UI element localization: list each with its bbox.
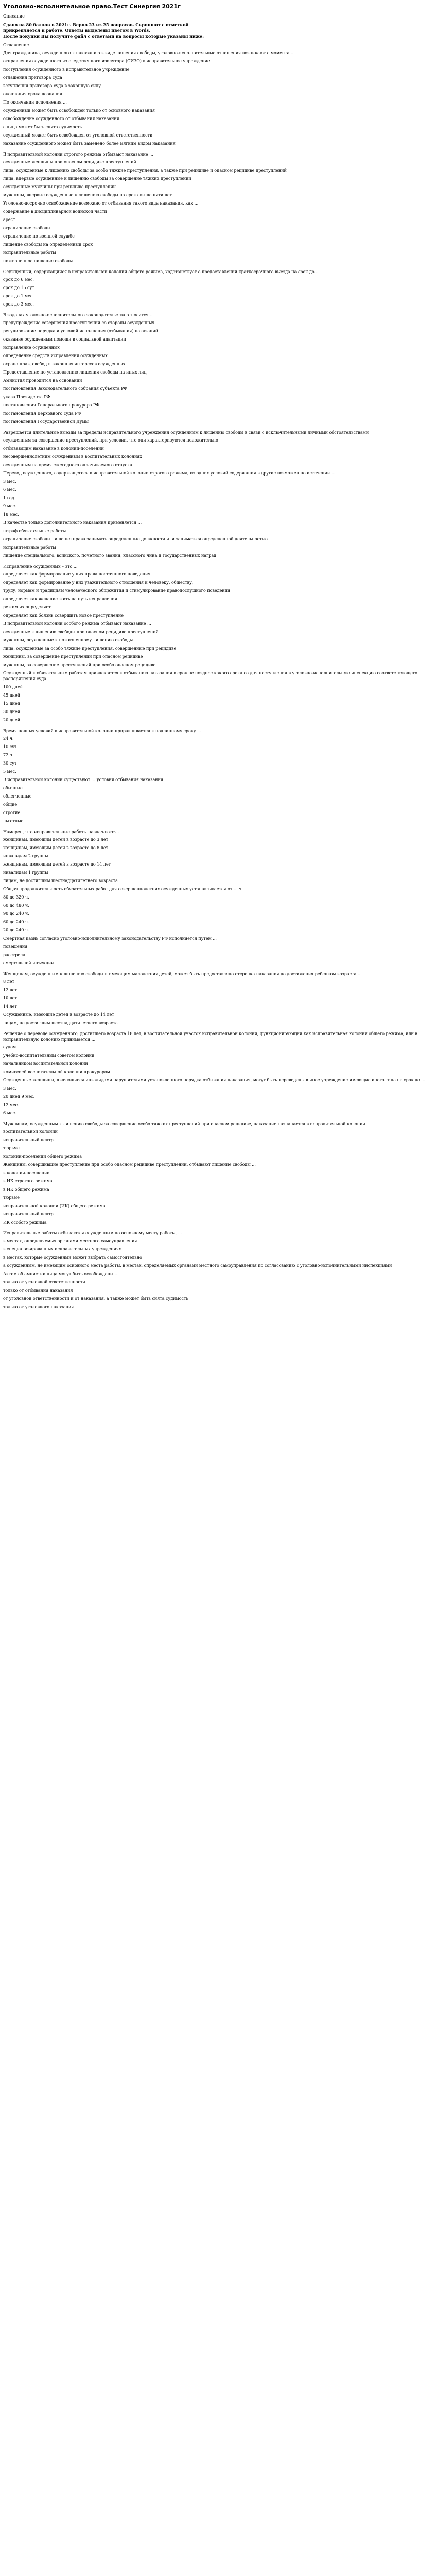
answer-option: труду, нормам и традициям человеческого общежития и стимулирование правопослушного поведения <box>3 588 231 593</box>
answer-option: 6 мес. <box>3 1111 16 1115</box>
question-text: Намерен, что исправительные работы назначаются ... <box>3 829 123 834</box>
question-text: Решение о переводе осужденного, достигшего возраста 18 лет, в воспитательной участок исправительной колонии, функционирующий как исправительная колония общего режима, или в исправительную колонию принимается ... <box>3 1031 417 1042</box>
answer-option: колонии-поселении общего режима <box>3 1154 82 1159</box>
answer-option: 45 дней <box>3 693 21 698</box>
answer-option: осужденные мужчины при рецидиве преступлений <box>3 184 116 189</box>
answer-option: 3 мес. <box>3 479 16 484</box>
answer-option: строгие <box>3 810 21 815</box>
answer-option: смертельной инъекции <box>3 961 54 965</box>
answer-option: судом <box>3 1045 16 1049</box>
answer-option: исправительные работы <box>3 250 56 255</box>
answer-option: определяет как боязнь совершить новое преступление <box>3 613 124 618</box>
answer-option: 80 до 320 ч. <box>3 895 29 900</box>
question-block <box>3 151 433 264</box>
page-title: Уголовно-исполнительное право.Тест Синергия 2021г <box>3 3 181 10</box>
answer-option: 15 дней <box>3 701 21 706</box>
answer-option: В исправительной колонии особого режима отбывают наказание ... <box>3 621 151 626</box>
answer-option: вступления приговора суда в законную силу <box>3 83 101 88</box>
question-text: Осужденный, содержащийся в исправительной колонии общего режима, ходатайствует о предоставлении краткосрочного выезда на срок до ... <box>3 269 320 274</box>
answer-option: лица, впервые осужденные к лишению свободы за совершение тяжких преступлений <box>3 176 191 181</box>
answer-option: тюрьме <box>3 1146 20 1150</box>
answer-option: женщинам, имеющим детей в возрасте до 8 лет <box>3 845 109 850</box>
answer-option: 20 до 240 ч. <box>3 928 29 933</box>
answer-option: определение средств исправления осужденных <box>3 353 108 358</box>
question-text: Женщинам, осужденным к лишению свободы и имеющим малолетних детей, может быть предоставлено отсрочка наказания до достижения ребенком возраста ... <box>3 972 362 976</box>
answer-list <box>3 320 433 425</box>
answer-option: постановления Генерального прокурора РФ <box>3 403 100 408</box>
answer-option: в специализированных исправительных учреждениях <box>3 1247 121 1251</box>
answer-option: в колонии-поселении <box>3 1171 50 1175</box>
question-block <box>3 312 433 425</box>
answer-option: Уголовно-досрочно освобождение возможно от отбывания такого вида наказания, как ... <box>3 201 199 206</box>
answer-option: Актом об амнистии лица могут быть освобождены ... <box>3 1272 119 1276</box>
answer-option: освобождение осужденного от отбывания наказания <box>3 116 119 121</box>
question-text: В задачах уголовно-исполнительного законодательства относится ... <box>3 313 154 317</box>
answer-option: Предоставление по установлению лишения свободы на иных лиц <box>3 370 147 375</box>
answer-list <box>3 437 433 558</box>
answer-option: режим их определяет <box>3 605 51 609</box>
answer-option: начальником воспитательной колонии <box>3 1061 88 1066</box>
answer-list <box>3 979 433 1026</box>
answer-option: в ИК общего режима <box>3 1187 49 1192</box>
answer-option: указа Президента РФ <box>3 395 50 399</box>
answer-option: Осужденные женщины, являющиеся инвалидами нарушителями установленного порядка отбывания наказания, могут быть переведены в иное учреждение имеющие иного типа на срок до ... <box>3 1078 426 1082</box>
answer-option: только от уголовной ответственности <box>3 1280 85 1284</box>
section-label: Описание <box>3 14 25 19</box>
answer-option: тюрьме <box>3 1195 20 1200</box>
answer-option: арест <box>3 217 15 222</box>
answer-option: срок до 1 мес. <box>3 294 34 298</box>
answer-option: исправительной колонии (ИК) общего режима <box>3 1204 106 1208</box>
answer-option: осужденные женщины при опасном рецидиве преступлений <box>3 160 136 164</box>
intro-line: прикрепляется к работе. Ответы выделены цветом в Words. <box>3 28 150 33</box>
answer-option: лицам, не достигшим шестнадцатилетнего возраста <box>3 1021 118 1025</box>
answer-option: расстрела <box>3 953 25 957</box>
question-text: В исправительной колонии строгого режима отбывают наказание ... <box>3 152 153 157</box>
answer-option: ограничение свободы лишение права занимать определенные должности или заниматься определенной деятельностью <box>3 537 268 541</box>
answer-option: мужчины, осужденные к пожизненному лишению свободы <box>3 638 133 642</box>
answer-option: комиссией воспитательной колонии прокурором <box>3 1070 110 1074</box>
answer-option: облегченные <box>3 794 32 799</box>
answer-option: учебно-воспитательным советом колонии <box>3 1053 95 1058</box>
answer-option: ограничение свободы <box>3 226 51 230</box>
answer-option: 100 дней <box>3 685 23 689</box>
answer-option: содержание в дисциплинарной воинской части <box>3 209 107 214</box>
answer-option: женщинам, имеющим детей в возрасте до 3 лет <box>3 837 109 842</box>
questions-list <box>3 42 433 1310</box>
question-text: Мужчинам, осужденным к лишению свободы за совершение особо тяжких преступлений при опасном рецидиве, наказание назначается в исправительной колонии <box>3 1122 365 1126</box>
answer-option: в местах, которые осужденный может выбрать самостоятельно <box>3 1255 142 1260</box>
intro-line: После покупки Вы получите файл с ответами на вопросы которые указаны ниже: <box>3 33 204 39</box>
answer-option: только от уголовного наказания <box>3 1304 74 1309</box>
answer-option: Перевод осужденного, содержащегося в исправительной колонии строгого режима, из одних условий содержания в другие возможен по истечении ... <box>3 471 336 476</box>
answer-list <box>3 571 433 723</box>
answer-list <box>3 736 433 824</box>
answer-option: оказание осужденным помощи в социальной адаптации <box>3 337 126 342</box>
answer-option: 20 дней 9 мес. <box>3 1094 35 1099</box>
answer-option: 60 до 480 ч. <box>3 903 29 908</box>
answer-option: 12 мес. <box>3 1103 19 1107</box>
answer-option: предупреждение совершения преступлений со стороны осужденных <box>3 320 154 325</box>
answer-option: 1 год <box>3 496 14 500</box>
answer-option: инвалидам 2 группы <box>3 854 48 858</box>
answer-option: Для гражданина, осужденного к наказанию в виде лишения свободы, уголовно-исполнительные отношения возникают с момента ... <box>3 50 295 55</box>
answer-option: Общая продолжительность обязательных работ для совершеннолетних осужденных устанавливается от ... ч. <box>3 887 243 891</box>
answer-option: только от отбывания наказания <box>3 1288 73 1293</box>
answer-option: общие <box>3 802 18 807</box>
question-block <box>3 564 433 723</box>
answer-option: осужденный может быть освобожден от уголовной ответственности <box>3 133 153 138</box>
answer-option: женщины, за совершение преступлений при опасном рецидиве <box>3 654 143 659</box>
answer-option: пожизненное лишение свободы <box>3 259 73 263</box>
question-block <box>3 269 433 307</box>
answer-option: 72 ч. <box>3 753 14 757</box>
answer-option: обычные <box>3 786 23 790</box>
answer-option: срок до 6 мес. <box>3 277 34 282</box>
answer-option: Осужденный к обязательным работам привлекается к отбыванию наказания в срок не позднее какого срока со дня поступления в уголовно-исполнительную инспекцию соответствующего распоряжения суда <box>3 671 417 681</box>
answer-option: наказание осужденного может быть заменено более мягким видом наказания <box>3 141 176 146</box>
answer-option: а осужденным, не имеющим основного места работы, в местах, определяемых органами местного самоуправления по согласованию с уголовно-исполнительными инспекциями <box>3 1263 392 1268</box>
question-block <box>3 1230 433 1310</box>
answer-option: осужденным на время ежегодного оплачиваемого отпуска <box>3 463 132 467</box>
question-text: Оглавление <box>3 43 29 47</box>
answer-list <box>3 1044 433 1116</box>
answer-option: осужденный может быть освобожден только от основного наказания <box>3 108 155 113</box>
answer-option: 30 сут <box>3 761 17 766</box>
question-block <box>3 829 433 966</box>
answer-option: В исправительной колонии существуют ... условия отбывания наказания <box>3 777 163 782</box>
answer-option: несовершеннолетним осужденным в воспитательных колониях <box>3 454 142 459</box>
answer-option: лица, осужденные к лишению свободы за особо тяжкие преступления, а также при рецидиве и опасном рецидиве преступлений <box>3 168 287 173</box>
answer-option: осужденным за совершение преступлений, при условии, что они характеризуются положительно <box>3 438 218 443</box>
answer-option: В качестве только дополнительного наказания применяется ... <box>3 520 142 525</box>
answer-option: лишение специального, воинского, почетного звания, классного чина и государственных наград <box>3 553 217 558</box>
answer-option: 10 лет <box>3 996 17 1001</box>
answer-option: штраф обязательные работы <box>3 529 66 533</box>
answer-option: регулирование порядка и условий исполнения (отбывания) наказаний <box>3 329 159 333</box>
answer-option: охрана прав, свобод и законных интересов осужденных <box>3 362 126 366</box>
answer-option: повешения <box>3 944 28 949</box>
question-text: Исправление осужденных – это ... <box>3 564 78 569</box>
answer-option: лица, осужденные за особо тяжкие преступления, совершенные при рецидиве <box>3 646 177 651</box>
answer-option: в ИК строгого режима <box>3 1179 53 1183</box>
question-block <box>3 42 433 146</box>
answer-option: 12 лет <box>3 988 17 992</box>
answer-option: По окончании исполнения ... <box>3 100 67 105</box>
answer-list <box>3 277 433 307</box>
question-text: Время полных условий в исправительной колонии приравнивается к подлинному сроку ... <box>3 728 201 733</box>
answer-option: срок до 3 мес. <box>3 302 34 307</box>
answer-option: лишение свободы на определенный срок <box>3 242 93 247</box>
answer-option: Осужденные, имеющие детей в возрасте до 14 лет <box>3 1012 114 1017</box>
answer-list <box>3 1238 433 1310</box>
answer-option: Женщины, совершившие преступление при особо опасном рецидиве преступлений, отбывают лишение свободы ... <box>3 1162 256 1167</box>
answer-option: в местах, определяемых органами местного самоуправления <box>3 1239 137 1243</box>
answer-option: льготные <box>3 819 24 823</box>
answer-option: ИК особого режима <box>3 1220 47 1225</box>
answer-option: 6 мес. <box>3 487 16 492</box>
answer-option: 5 мес. <box>3 769 16 774</box>
answer-option: женщинам, имеющим детей в возрасте до 14 лет <box>3 862 111 867</box>
answer-option: осужденные к лишению свободы при опасном рецидиве преступлений <box>3 630 159 634</box>
answer-list <box>3 837 433 966</box>
answer-option: с лица может быть снята судимость <box>3 125 82 129</box>
answer-option: мужчины, впервые осужденные к лишению свободы на срок свыше пяти лет <box>3 193 172 197</box>
answer-option: определяет как формирование у них уважительного отношения к человеку, обществу, <box>3 580 194 585</box>
answer-option: 9 мес. <box>3 504 16 509</box>
answer-option: мужчины, за совершение преступлений при особо опасном рецидиве <box>3 663 156 667</box>
answer-option: 24 ч. <box>3 736 14 741</box>
answer-list <box>3 159 433 264</box>
answer-option: 8 лет <box>3 979 14 984</box>
answer-option: постановления Государственной Думы <box>3 419 89 424</box>
answer-option: определяет как формирование у них права постоянного поведения <box>3 572 151 577</box>
question-block <box>3 728 433 824</box>
answer-option: воспитательной колонии <box>3 1129 58 1134</box>
answer-option: поступления осужденного в исправительное учреждение <box>3 67 130 72</box>
answer-option: лицам, не достигшим шестнадцатилетнего возраста <box>3 878 118 883</box>
answer-option: срок до 15 сут <box>3 285 34 290</box>
answer-option: Смертная казнь согласно уголовно-исполнительному законодательству РФ исполняется путем ... <box>3 936 217 941</box>
answer-option: исправление осужденных <box>3 345 60 350</box>
answer-option: 30 дней <box>3 709 21 714</box>
answer-option: Амнистия проводится на основании <box>3 378 82 383</box>
question-text: Исправительные работы отбываются осужденным по основному месту работы, ... <box>3 1231 182 1235</box>
answer-option: определяет как желание жить на путь исправления <box>3 597 117 601</box>
question-block <box>3 1121 433 1225</box>
question-block <box>3 971 433 1026</box>
question-block <box>3 1031 433 1116</box>
answer-list <box>3 1129 433 1225</box>
answer-option: от уголовной ответственности и от наказания, а также может быть снята судимость <box>3 1296 188 1301</box>
answer-option: отбывающим наказание в колонии-поселении <box>3 446 104 451</box>
question-block <box>3 430 433 558</box>
answer-option: 20 дней <box>3 718 21 722</box>
answer-option: ограничение по военной службе <box>3 234 75 239</box>
answer-list <box>3 50 433 146</box>
answer-option: 60 до 240 ч. <box>3 920 29 924</box>
intro-block <box>3 22 433 39</box>
answer-option: 10 сут <box>3 744 17 749</box>
answer-option: 14 лет <box>3 1004 17 1009</box>
answer-option: постановления Законодательного собрания субъекта РФ <box>3 386 128 391</box>
answer-option: оглашения приговора суда <box>3 75 62 80</box>
answer-option: постановления Верховного суда РФ <box>3 411 81 416</box>
intro-line: Сдано на 80 баллов в 2021г. Верно 23 из 25 вопросов. Скриншот с отметкой <box>3 22 189 27</box>
answer-option: 3 мес. <box>3 1086 16 1091</box>
answer-option: исправительные работы <box>3 545 56 550</box>
answer-option: инвалидам 1 группы <box>3 870 48 875</box>
answer-option: 90 до 240 ч. <box>3 911 29 916</box>
answer-option: отправления осужденного из следственного изолятора (СИЗО) в исправительное учреждение <box>3 59 210 63</box>
answer-option: исправительный центр <box>3 1212 54 1216</box>
answer-option: окончания срока дознания <box>3 92 62 96</box>
answer-option: 18 мес. <box>3 512 19 517</box>
question-text: Разрешается длительные выезды за пределы исправительного учреждения осужденным к лишению свободы в связи с исключительными личными обстоятельствами <box>3 430 369 435</box>
answer-option: исправительный центр <box>3 1138 54 1142</box>
